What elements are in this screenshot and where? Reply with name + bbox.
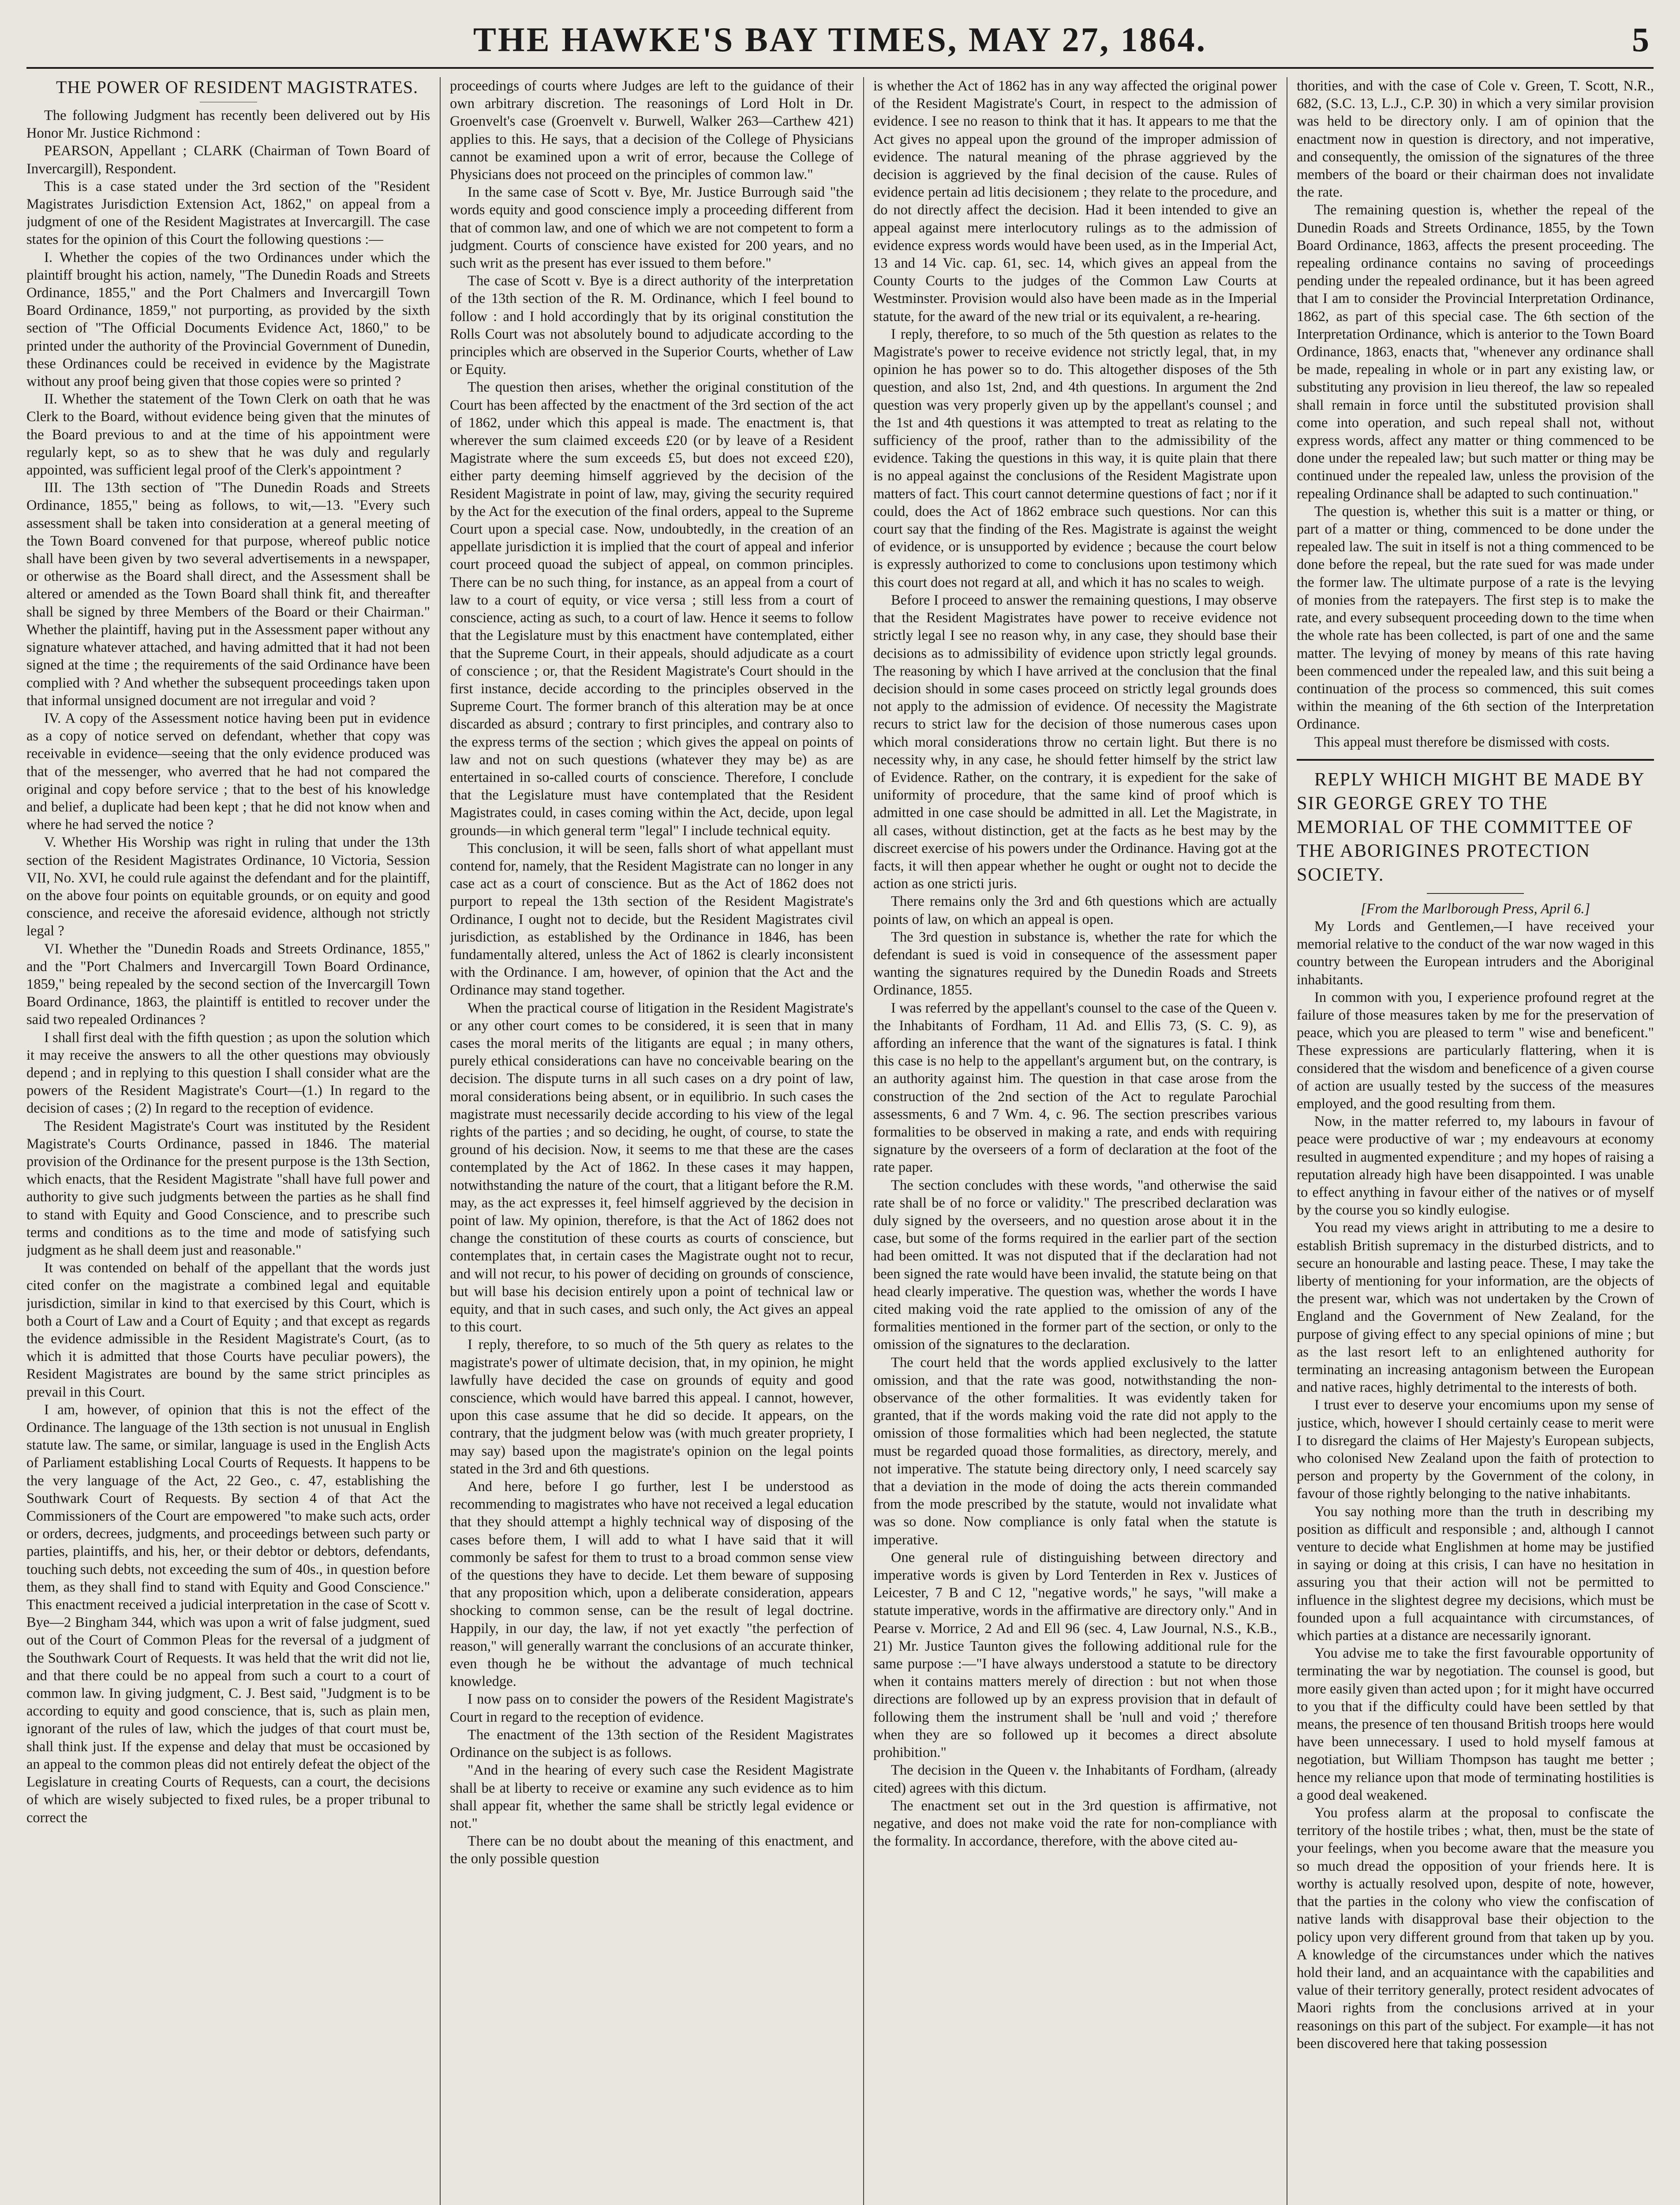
paragraph: And here, before I go further, lest I be understood as recommending to magistrates who have not received a legal education that they should attempt a highly technical way of disposing of the cases before them, I will add to what I have said that it will commonly be safest for them to trust to a broad common sense view of the questions they have to decide. Let them beware of supposing that any proposition which, upon a deliberate consideration, appears shocking to common sense, can be the result of legal doctrine. Happily, in our day, the law, if not yet exactly "the perfection of reason," will generally warrant the conclusions of an accurate thinker, even though he be without the advantage of much technical knowledge.: [450, 1479, 853, 1690]
paragraph: I reply, therefore, to so much of the 5th query as relates to the magistrate's power of ultimate decision, that, in my opinion, he might lawfully have decided the case on grounds of equity and good conscience, which would have barred this appeal. I cannot, however, upon this case assume that he did so decide. It appears, on the contrary, that the judgment below was (with much greater propriety, I may say) based upon the magistrate's opinion on the legal points stated in the 3rd and 6th questions.: [450, 1337, 853, 1477]
paragraph: is whether the Act of 1862 has in any way affected the original power of the Resident Magistrate's Court, in respect to the admission of evidence. I see no reason to think that it has. It appears to me that the Act gives no appeal upon the ground of the improper admission of evidence. The natural meaning of the phrase aggrieved by the decision is aggrieved by the final decision of the cause. Rules of evidence pertain ad litis decisionem ; they relate to the procedure, and do not directly affect the decision. Had it been intended to give an appeal against mere interlocutory rulings as to the admission of evidence express words would have been used, as in the Imperial Act, 13 and 14 Vic. cap. 61, sec. 14, which gives an appeal from the County Courts to the judges of the Common Law Courts at Westminster. Provision would also have been made as in the Imperial statute, for the award of the new trial or its equivalent, a re-hearing.: [873, 78, 1277, 325]
paragraph: PEARSON, Appellant ; CLARK (Chairman of Town Board of Invercargill), Respondent.: [26, 143, 430, 177]
paragraph: The question is, whether this suit is a matter or thing, or part of a matter or thing, commenced to be done under the repealed law. The suit in itself is not a thing commenced to be done before the repeal, but the rate sued for was made under the former law. The ultimate purpose of a rate is the levying of monies from the ratepayers. The first step is to make the rate, and every subsequent proceeding down to the time when the whole rate has been collected, is part of one and the same matter. The levying of money by means of this rate having been commenced under the repealed law, and this suit being a continuation of the process so commenced, this suit comes within the meaning of the 6th section of the Interpretation Ordinance.: [1297, 503, 1654, 733]
paragraph: proceedings of courts where Judges are left to the guidance of their own arbitrary discretion. The reasonings of Lord Holt in Dr. Groenvelt's case (Groenvelt v. Burwell, Walker 263—Carthew 421) applies to this. He says, that a decision of the College of Physicians cannot be examined upon a writ of error, because the College of Physicians does not proceed on the principles of common law.": [450, 78, 853, 183]
paragraph: The case of Scott v. Bye is a direct authority of the interpretation of the 13th section of the R. M. Ordinance, which I feel bound to follow : and I hold accordingly that by its original constitution the Rolls Court was not absolutely bound to adjudicate according to the principles which are observed in the Superior Courts, whether of Law or Equity.: [450, 273, 853, 378]
article-source: [From the Marlborough Press, April 6.]: [1360, 901, 1590, 917]
paragraph: The following Judgment has recently been delivered out by His Honor Mr. Justice Richmond :: [26, 108, 430, 142]
page-number: 5: [1632, 20, 1649, 59]
paragraph: The remaining question is, whether the repeal of the Dunedin Roads and Streets Ordinance, 1855, by the Town Board Ordinance, 1863, affects the present proceeding. The repealing ordinance contains no saving of proceedings pending under the repealed ordinance, but it has been agreed that I am to consider the Provincial Interpretation Ordinance, 1862, as part of this special case. The 6th section of the Interpretation Ordinance, which is anterior to the Town Board Ordinance, 1863, enacts that, "whenever any ordinance shall be made, repealing in whole or in part any existing law, or substituting any provision in lieu thereof, the law so repealed shall remain in force until the substituted provision shall come into operation, and such repeal shall not, without express words, affect any matter or thing commenced to be done under the repealed law; but such matter or thing may be continued under the repealed law, unless the provision of the repealing Ordinance shall be adapted to such continuation.": [1297, 202, 1654, 502]
article-headline: THE POWER OF RESIDENT MAGISTRATES.: [56, 77, 419, 97]
paragraph: The section concludes with these words, "and otherwise the said rate shall be of no force or validity." The prescribed declaration was duly signed by the overseers, and no question arose about it in the case, but some of the forms required in the earlier part of the section had been omitted. It was not disputed that if the declaration had not been signed the rate would have been invalid, the statute being on that head clearly imperative. The question was, whether the words I have cited making void the rate applied to the omission of any of the formalities mentioned in the former part of the section, or only to the omission of the signatures to the declaration.: [873, 1177, 1277, 1353]
article-body-continued: [450, 77, 853, 1868]
paragraph: You say nothing more than the truth in describing my position as difficult and responsible ; and, although I cannot venture to decide what Englishmen at home may be justified in saying or doing at this crisis, I can have no hesitation in assuring you that their action will not be permitted to influence in the slightest degree my decisions, which must be founded upon a full acquaintance with circumstances, of which parties at a distance are necessarily ignorant.: [1297, 1503, 1654, 1644]
paragraph: My Lords and Gentlemen,—I have received your memorial relative to the conduct of the war now waged in this country between the European intruders and the Aboriginal inhabitants.: [1297, 918, 1654, 988]
column-4: [1297, 77, 1654, 2205]
paragraph: This conclusion, it will be seen, falls short of what appellant must contend for, namely, that the Resident Magistrate can no longer in any case act as a court of conscience. But as the Act of 1862 does not purport to repeal the 13th section of the Resident Magistrate's Ordinance, I ought not to decide, but the Resident Magistrates civil jurisdiction, as established by the Ordinance in 1846, has been fundamentally altered, unless the Act of 1862 is clearly inconsistent with the Ordinance. I am, however, of opinion that the Act and the Ordinance may stand together.: [450, 840, 853, 998]
column-1: [26, 77, 430, 2205]
column-divider: [863, 77, 864, 2205]
paragraph: Now, in the matter referred to, my labours in favour of peace were productive of war ; my endeavours at economy resulted in augmented expenditure ; and my hopes of raising a reputation already high have been disappointed. I was unable to effect anything in favour either of the natives or of myself by the course you so kindly eulogise.: [1297, 1114, 1654, 1218]
paragraph: The question then arises, whether the original constitution of the Court has been affected by the enactment of the 3rd section of the act of 1862, under which this appeal is made. The enactment is, that wherever the sum claimed exceeds £20 (or by leave of a Resident Magistrate where the sum exceeds £5, but does not exceed £20), either party deeming himself aggrieved by the decision of the Resident Magistrate in point of law, may, giving the security required by the Act for the execution of the final orders, appeal to the Supreme Court upon a special case. Now, undoubtedly, in the creation of an appellate jurisdiction it is implied that the court of appeal and inferior court proceed quoad the subject of appeal, on common principles. There can be no such thing, for instance, as an appeal from a court of law to a court of equity, or vice versa ; still less from a court of conscience, acting as such, to a court of law. Hence it seems to follow that the Legislature must by this enactment have contemplated, either that the Supreme Court, in their appeals, should adjudicate as a court of conscience ; or, that the Resident Magistrate's Court should in the first instance, decide according to the principles observed in the Supreme Court. The former branch of this alteration may be at once discarded as absurd ; contrary to first principles, and contrary also to the express terms of the section ; which gives the appeal on points of law and not on such questions (whatever they may be) as are entertained in so-called courts of conscience. Therefore, I conclude that the Legislature must have contemplated that the Resident Magistrates could, in cases coming within the Act, decide, upon legal grounds—in which general term "legal" I include technical equity.: [450, 379, 853, 839]
article-body: [26, 107, 430, 1827]
paragraph: In the same case of Scott v. Bye, Mr. Justice Burrough said "the words equity and good conscience imply a proceeding different from that of common law, and one of which we are not competent to form a judgment. Courts of conscience have existed for 200 years, and no such writ as the present has ever issued to them before.": [450, 184, 853, 272]
paragraph: V. Whether His Worship was right in ruling that under the 13th section of the Resident Magistrates Ordinance, 10 Victoria, Session VII, No. XVI, he could rule against the defendant and for the plaintiff, on the above four points on equitable grounds, or on equity and good conscience, and receive the aforesaid evidence, although not strictly legal ?: [26, 834, 430, 939]
article-separator: [1297, 759, 1654, 761]
paragraph: There can be no doubt about the meaning of this enactment, and the only possible question: [450, 1833, 853, 1867]
column-3: [873, 77, 1277, 2205]
paragraph: You profess alarm at the proposal to confiscate the territory of the hostile tribes ; what, then, must be the state of your feelings, when you become aware that the measure you so much dread the opposition of your friends here. It is worthy is actually resolved upon, despite of note, however, that the parties in the colony who view the confiscation of native lands with disapproval base their objection to the policy upon very different ground from that taken up by you. A knowledge of the circumstances under which the natives hold their land, and an acquaintance with the capabilities and value of their territory generally, protect resident advocates of Maori rights from the conclusions arrived at in your reasonings on this part of the subject. For example—it has not been discovered here that taking possession: [1297, 1805, 1654, 2052]
letter-body: [1297, 918, 1654, 2052]
paragraph: The court held that the words applied exclusively to the latter omission, and that the rate was good, notwithstanding the non-observance of the other formalities. It was evidently taken for granted, that if the words making void the rate did not apply to the omission of those formalities which had been neglected, the statute must be regarded quoad those formalities, as directory, merely, and not imperative. The statute being directory only, I need scarcely say that a deviation in the mode of doing the acts therein commanded from the mode prescribed by the statute, would not invalidate what was so done. Now compliance is only fatal when the statute is imperative.: [873, 1354, 1277, 1548]
paragraph: "And in the hearing of every such case the Resident Magistrate shall be at liberty to receive or examine any such evidence as to him shall appear fit, whether the same shall be strictly legal evidence or not.": [450, 1762, 853, 1831]
paragraph: The enactment of the 13th section of the Resident Magistrates Ordinance on the subject is as follows.: [450, 1727, 853, 1761]
column-divider: [440, 77, 441, 2205]
masthead-rule: [26, 67, 1654, 69]
paragraph: There remains only the 3rd and 6th questions which are actually points of law, on which an appeal is open.: [873, 893, 1277, 927]
paragraph: The Resident Magistrate's Court was instituted by the Resident Magistrate's Courts Ordinance, passed in 1846. The material provision of the Ordinance for the present purpose is the 13th Section, which enacts, that the Resident Magistrate "shall have full power and authority to give such judgments between the parties as he shall find to stand with Equity and Good Conscience, and to prescribe such terms and conditions as to the time and mode of satisfying such judgment as he shall deem just and reasonable.": [26, 1118, 430, 1258]
paragraph: VI. Whether the "Dunedin Roads and Streets Ordinance, 1855," and the "Port Chalmers and Invercargill Town Board Ordinance, 1859," being repealed by the second section of the Invercargill Town Board Ordinance, 1863, the plaintiff is entitled to recover under the said two repealed Ordinances ?: [26, 941, 430, 1028]
paragraph: thorities, and with the case of Cole v. Green, T. Scott, N.R., 682, (S.C. 13, L.J., C.P. 30) in which a very similar provision was held to be directory only. I am of opinion that the enactment now in question is directory, and not imperative, and consequently, the omission of the signatures of the three members of the board or their chairman does not invalidate the rate.: [1297, 78, 1654, 201]
paragraph: I was referred by the appellant's counsel to the case of the Queen v. the Inhabitants of Fordham, 11 Ad. and Ellis 73, (S. C. 9), as affording an inference that the want of the signatures is fatal. I think this case is no help to the appellant's argument but, on the contrary, is an authority against him. The question in that case arose from the construction of the 2nd section of the Act to regulate Parochial assessments, 6 and 7 Wm. 4, c. 96. The section prescribes various formalities to be observed in making a rate, and ends with requiring signature by the overseers of a form of declaration at the foot of the rate paper.: [873, 1000, 1277, 1176]
article-headline-2: REPLY WHICH MIGHT BE MADE BY SIR GEORGE GREY TO THE MEMORIAL OF THE COMMITTEE OF THE ABORIGINES PROTECTION SOCIETY.: [1297, 769, 1645, 885]
paragraph: It was contended on behalf of the appellant that the words just cited confer on the magistrate a combined legal and equitable jurisdiction, similar in kind to that exercised by this Court, which is both a Court of Law and a Court of Equity ; and that except as regards the evidence admissible in the Resident Magistrate's Court, (as to which it is admitted that those Courts have peculiar powers), the Resident Magistrates are bound by the same strict principles as prevail in this Court.: [26, 1260, 430, 1400]
headline-rule: [1427, 893, 1524, 894]
paragraph: I reply, therefore, to so much of the 5th question as relates to the Magistrate's power to receive evidence not strictly legal, that, in my opinion he has power so to do. This altogether disposes of the 5th question, and also 1st, 2nd, and 4th questions. In argument the 2nd question was very properly given up by the appellant's counsel ; and the 1st and 4th questions it was attempted to treat as relating to the sufficiency of the proof, rather than to the admissibility of the evidence. Taking the questions in this way, it is quite plain that there is no appeal against the conclusions of the Resident Magistrate upon matters of fact. This court cannot determine questions of fact ; nor if it could, does the Act of 1862 embrace such questions. Nor can this court say that the finding of the Res. Magistrate is against the weight of evidence, or is unsupported by evidence ; because the court below is expressly authorized to come to conclusions upon testimony which this court does not regard at all, and which it has no scales to weigh.: [873, 326, 1277, 590]
paragraph: One general rule of distinguishing between directory and imperative words is given by Lord Tenterden in Rex v. Justices of Leicester, 7 B and C 12, "negative words," he says, "will make a statute imperative, words in the affirmative are directory only." And in Pearse v. Morrice, 2 Ad and Ell 96 (sec. 4, Law Journal, N.S., K.B., 21) Mr. Justice Taunton gives the following additional rule for the same purpose :—"I have always understood a statute to be directory when it contains matters merely of direction : but not when those directions are followed up by an express provision that in default of following them the instrument shall be 'null and void ;' therefore when they are so followed up it becomes a direct absolute prohibition.": [873, 1549, 1277, 1761]
paragraph: I now pass on to consider the powers of the Resident Magistrate's Court in regard to the reception of evidence.: [450, 1691, 853, 1725]
paragraph: II. Whether the statement of the Town Clerk on oath that he was Clerk to the Board, without evidence being given that the minutes of the Board previous to and at the time of his appointment were regularly kept, so as to shew that he was duly and regularly appointed, was sufficient legal proof of the Clerk's appointment ?: [26, 391, 430, 478]
paragraph: You read my views aright in attributing to me a desire to establish British supremacy in the disturbed districts, and to secure an honourable and lasting peace. These, I may take the liberty of mentioning for your information, are the objects of the present war, which was not undertaken by the Crown of England and the Government of New Zealand, for the purpose of giving effect to any special opinions of mine ; but as the last resort left to an enlightened authority for terminating an increasing antagonism between the European and native races, highly detrimental to the interests of both.: [1297, 1220, 1654, 1396]
paragraph: This is a case stated under the 3rd section of the "Resident Magistrates Jurisdiction Extension Act, 1862," on appeal from a judgment of one of the Resident Magistrates at Invercargill. The case states for the opinion of this Court the following questions :—: [26, 178, 430, 248]
paragraph: IV. A copy of the Assessment notice having been put in evidence as a copy of notice served on defendant, whether that copy was receivable in evidence—seeing that the only evidence produced was that of the messenger, who averred that he had not compared the original and copy before service ; that to the best of his knowledge and belief, a duplicate had been kept ; that he did not know when and where he had served the notice ?: [26, 710, 430, 833]
paragraph: I trust ever to deserve your encomiums upon my sense of justice, which, however I should certainly cease to merit were I to disregard the claims of Her Majesty's European subjects, who colonised New Zealand upon the faith of protection to person and property by the Government of the colony, in favour of those rightly belonging to the native inhabitants.: [1297, 1397, 1654, 1502]
paragraph: The decision in the Queen v. the Inhabitants of Fordham, (already cited) agrees with this dictum.: [873, 1762, 1277, 1796]
paragraph: This appeal must therefore be dismissed with costs.: [1314, 734, 1610, 750]
paragraph: In common with you, I experience profound regret at the failure of those measures taken by me for the preservation of peace, which you are pleased to term " wise and beneficent." These expressions are particularly flattering, when it is considered that the wisdom and beneficence of a given course of action are usually tested by the success of the measures employed, and the good resulting from them.: [1297, 989, 1654, 1112]
paragraph: I shall first deal with the fifth question ; as upon the solution which it may receive the answers to all the other questions may obviously depend ; and in replying to this question I shall consider what are the powers of the Resident Magistrate's Court—(1.) In regard to the decision of cases ; (2) In regard to the reception of evidence.: [26, 1029, 430, 1117]
column-2: [450, 77, 853, 2205]
paragraph: I am, however, of opinion that this is not the effect of the Ordinance. The language of the 13th section is not unusual in English statute law. The same, or similar, language is used in the English Acts of Parliament establishing Local Courts of Requests. It happens to be the very language of the Act, 22 Geo., c. 47, establishing the Southwark Court of Requests. By section 4 of that Act the Commissioners of the Court are empowered "to make such acts, order or orders, decrees, judgments, and proceedings between such party or parties, plaintiffs, and his, her, or their debtor or debtors, defendants, touching such debts, not exceeding the sum of 40s., in question before them, as they shall find to stand with Equity and Good Conscience." This enactment received a judicial interpretation in the case of Scott v. Bye—2 Bingham 344, which was upon a writ of false judgment, sued out of the Court of Common Pleas for the reversal of a judgment of the Southwark Court of Requests. It was held that the writ did not lie, and that there could be no appeal from such a court to a court of common law. In giving judgment, C. J. Best said, "Judgment is to be according to equity and good conscience, that is, such as plain men, ignorant of the rules of law, which the judges of that court must be, shall think just. If the expense and delay that must be occasioned by an appeal to the common pleas did not entirely defeat the object of the Legislature in creating Courts of Requests, can a court, the decisions of which are wisely subjected to fixed rules, be a proper tribunal to correct the: [26, 1401, 430, 1826]
article-body-conclusion: [1297, 77, 1654, 751]
masthead: [26, 18, 1654, 62]
paragraph: When the practical course of litigation in the Resident Magistrate's or any other court comes to be considered, it is seen that in many cases the moral merits of the litigants are equal ; in many others, purely ethical considerations can have no conceivable bearing on the decision. The dispute turns in all such cases on a dry point of law, moral considerations being absent, or in equilibrio. In such cases the magistrate must necessarily decide according to his view of the legal rights of the parties ; and so deciding, he ought, of course, to state the ground of his decision. Now, it seems to me that these are the cases contemplated by the Act of 1862. In these cases it may happen, notwithstanding the nature of the court, that a litigant before the R.M. may, as the act expresses it, feel himself aggrieved by the decision in point of law. My opinion, therefore, is that the Act of 1862 does not change the constitution of these courts as courts of conscience, but contemplates that, in certain cases the Magistrate ought not to recur, and will not recur, to his power of deciding on grounds of conscience, but will base his decision entirely upon a point of technical law or equity, and that in such cases, and such only, the Act gives an appeal to this court.: [450, 1000, 853, 1335]
paragraph: III. The 13th section of "The Dunedin Roads and Streets Ordinance, 1855," being as follows, to wit,—13. "Every such assessment shall be taken into consideration at a general meeting of the Town Board convened for that purpose, whereof public notice shall have been given by two several advertisements in a newspaper, or otherwise as the Board shall direct, and the Assessment shall be altered or amended as the Town Board shall think fit, and thereafter shall be signed by three Members of the Board or their Chairman." Whether the plaintiff, having put in the Assessment paper without any signature whatever attached, and having admitted that it had not been signed at the time ; the requirements of the said Ordinance have been complied with ? And whether the subsequent proceedings taken upon that informal unsigned document are not irregular and void ?: [26, 480, 430, 709]
paragraph: The 3rd question in substance is, whether the rate for which the defendant is sued is void in consequence of the assessment paper wanting the signatures required by the Dunedin Roads and Streets Ordinance, 1855.: [873, 929, 1277, 998]
paragraph: The enactment set out in the 3rd question is affirmative, not negative, and does not make void the rate for non-compliance with the formality. In accordance, therefore, with the above cited au-: [873, 1798, 1277, 1850]
paragraph: You advise me to take the first favourable opportunity of terminating the war by negotiation. The counsel is good, but more easily given than acted upon ; for it might have occurred to you that if the difficulty could have been settled by that means, the presence of ten thousand British troops here would have been unnecessary. I used to hold myself famous at negotiation, but William Thompson has taught me better ; hence my reliance upon that mode of terminating hostilities is a good deal weakened.: [1297, 1645, 1654, 1803]
masthead-title: THE HAWKE'S BAY TIMES, MAY 27, 1864.: [473, 20, 1207, 59]
paragraph: Before I proceed to answer the remaining questions, I may observe that the Resident Magistrates have power to receive evidence not strictly legal I see no reason why, in any case, they should base their decisions as to admissibility of evidence upon strictly legal grounds. The reasoning by which I have arrived at the conclusion that the final decision should in some cases proceed on strictly legal grounds does not apply to the admission of evidence. Of necessity the Magistrate recurs to strict law for the decision of those numerous cases upon which moral considerations throw no certain light. But there is no necessity why, in any case, he should fetter himself by the strict law of Evidence. Rather, on the contrary, it is expedient for the sake of uniformity of procedure, that the same kind of proof which is admitted in one case should be admitted in all. Let the Magistrate, in all cases, without distinction, get at the facts as he best may by the discreet exercise of his powers under the Ordinance. Having got at the facts, it will then appear whether he ought or ought not to decide the action as one stricti juris.: [873, 592, 1277, 892]
article-body-continued: [873, 77, 1277, 1850]
paragraph: I. Whether the copies of the two Ordinances under which the plaintiff brought his action, namely, "The Dunedin Roads and Streets Ordinance, 1855," and the Port Chalmers and Invercargill Town Board Ordinance, 1859," not purporting, as provided by the sixth section of "The Official Documents Evidence Act, 1860," to be printed under the authority of the Provincial Government of Dunedin, these Ordinances could be received in evidence by the Magistrate without any proof being given that those copies were so printed ?: [26, 249, 430, 390]
